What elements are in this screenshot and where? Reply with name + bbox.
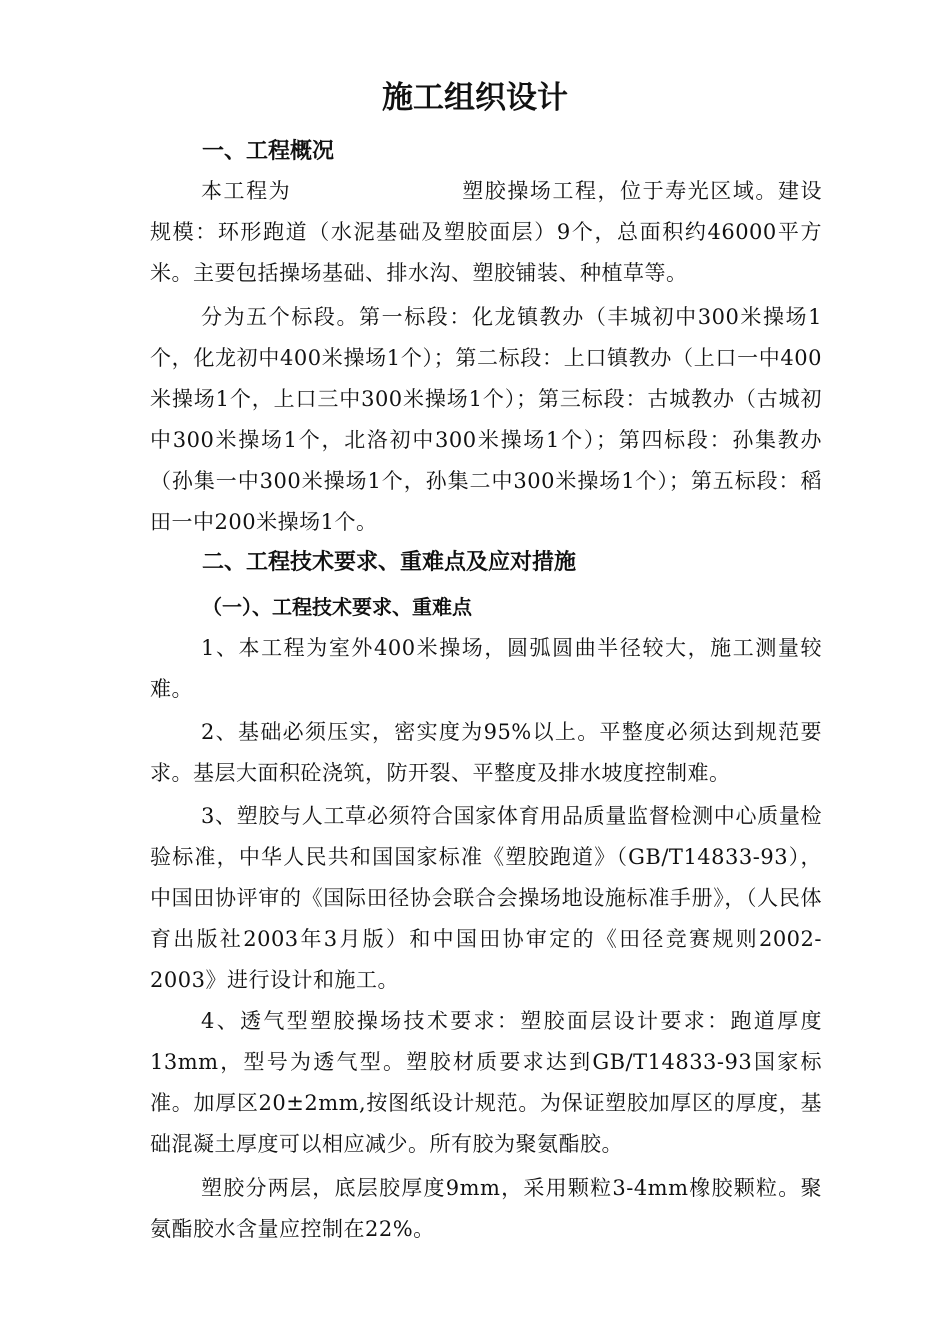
- requirement-item-2: 2、基础必须压实，密实度为95%以上。平整度必须达到规范要求。基层大面积砼浇筑，防开裂、平整度及排水坡度控制难。: [150, 720, 822, 785]
- requirement-item-4-continued: 塑胶分两层，底层胶厚度9mm，采用颗粒3-4mm橡胶颗粒。聚氨酯胶水含量应控制在22%。: [150, 1176, 822, 1241]
- paragraph-lead-text: 本工程为: [201, 179, 292, 203]
- requirement-item-3: 3、塑胶与人工草必须符合国家体育用品质量监督检测中心质量检验标准，中华人民共和国国家标准《塑胶跑道》（GB/T14833-93），中国田协评审的《国际田径协会联合会操场地设施标准手册》，（人民体育出版社2003年3月版）和中国田协审定的《田径竞赛规则2002-2003》进行设计和施工。: [150, 804, 822, 992]
- subsection-heading-requirements: （一）、工程技术要求、重难点: [202, 595, 472, 619]
- paragraph-project-overview: [150, 171, 822, 294]
- paragraph-body-text: 塑胶操场工程，位于寿光区域。建设规模：环形跑道（水泥基础及塑胶面层）9个，总面积约46000平方米。主要包括操场基础、排水沟、塑胶铺装、种植草等。: [150, 179, 823, 285]
- section-heading-overview: 一、工程概况: [202, 139, 335, 164]
- requirement-item-1: 1、本工程为室外400米操场，圆弧圆曲半径较大，施工测量较难。: [150, 636, 822, 701]
- section-heading-technical: 二、工程技术要求、重难点及应对措施: [202, 550, 577, 575]
- document-title: 施工组织设计: [382, 80, 568, 116]
- requirement-item-4: 4、透气型塑胶操场技术要求：塑胶面层设计要求：跑道厚度13mm，型号为透气型。塑胶材质要求达到GB/T14833-93国家标准。加厚区20±2mm,按图纸设计规范。为保证塑胶加厚区的厚度，基础混凝土厚度可以相应减少。所有胶为聚氨酯胶。: [150, 1009, 822, 1156]
- paragraph-bid-sections: 分为五个标段。第一标段：化龙镇教办（丰城初中300米操场1个，化龙初中400米操场1个）；第二标段：上口镇教办（上口一中400米操场1个，上口三中300米操场1个）；第三标段：古城教办（古城初中300米操场1个，北洛初中300米操场1个）；第四标段：孙集教办（孙集一中300米操场1个，孙集二中300米操场1个）；第五标段：稻田一中200米操场1个。: [150, 305, 822, 534]
